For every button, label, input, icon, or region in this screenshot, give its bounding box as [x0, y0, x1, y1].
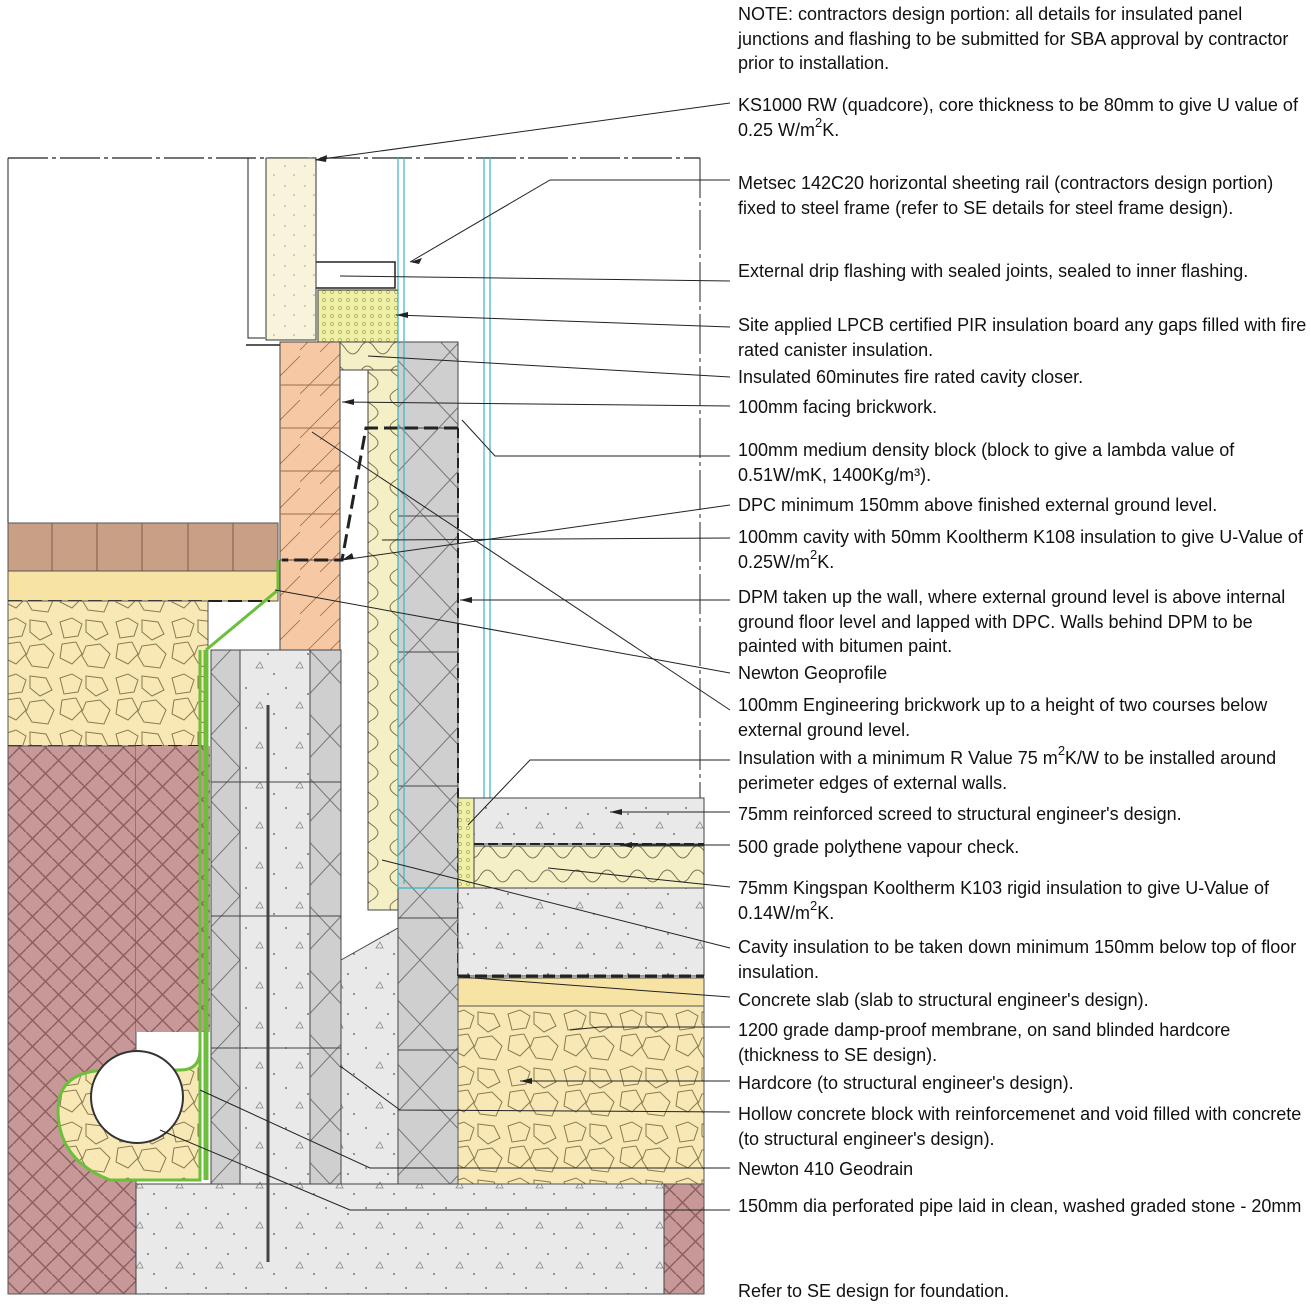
note-dpm-wall: DPM taken up the wall, where external ground level is above internal ground floor level and lapped with DPC. Walls behind DPM to be painted with bitumen paint. — [738, 587, 1286, 656]
note-perimeter-insulation: Insulation with a minimum R Value 75 $m^2K/W$ to be installed around perimeter edges of external walls. — [738, 743, 1277, 793]
note-medium-density-block: 100mm medium density block (block to give a lambda value of 0.51W/mK, 1400Kg/m³). — [738, 440, 1235, 485]
note-dpm-1200: 1200 grade damp-proof membrane, on sand blinded hardcore (thickness to SE design). — [738, 1020, 1231, 1065]
note-pir-board: Site applied LPCB certified PIR insulation board any gaps filled with fire rated canister insulation. — [738, 315, 1307, 360]
note-engineering-brickwork: 100mm Engineering brickwork up to a height of two courses below external ground level. — [738, 695, 1268, 740]
note-perforated-pipe: 150mm dia perforated pipe laid in clean, washed graded stone - 20mm — [738, 1196, 1302, 1216]
note-reinforced-screed: 75mm reinforced screed to structural engineer's design. — [738, 804, 1182, 824]
note-dpc: DPC minimum 150mm above finished external ground level. — [738, 495, 1218, 515]
note-cavity-closer: Insulated 60minutes fire rated cavity closer. — [738, 367, 1084, 387]
note-facing-brickwork: 100mm facing brickwork. — [738, 397, 938, 417]
note-cavity-k108: 100mm cavity with 50mm Kooltherm K108 insulation to give U-Value of $0.25W/m^2K$. — [738, 527, 1303, 572]
note-k103-insulation: 75mm Kingspan Kooltherm K103 rigid insulation to give U-Value of $0.14W/m^2K$. — [738, 878, 1269, 923]
note-concrete-slab: Concrete slab (slab to structural engineer's design). — [738, 990, 1149, 1010]
note-vapour-check: 500 grade polythene vapour check. — [738, 837, 1020, 857]
note-newton-geodrain: Newton 410 Geodrain — [738, 1159, 914, 1179]
note-metsec-rail: Metsec 142C20 horizontal sheeting rail (contractors design portion) fixed to steel frame (refer to SE details for steel frame design). — [738, 173, 1274, 218]
note-cavity-insulation-depth: Cavity insulation to be taken down minimum 150mm below top of floor insulation. — [738, 937, 1297, 982]
note-hollow-block: Hollow concrete block with reinforcemenet and void filled with concrete (to structural engineer's design). — [738, 1104, 1302, 1149]
note-hardcore: Hardcore (to structural engineer's design). — [738, 1073, 1074, 1093]
note-ks1000-panel: KS1000 RW (quadcore), core thickness to be 80mm to give U value of 0.25 $W/m^2K$. — [738, 95, 1298, 140]
note-newton-geoprofile: Newton Geoprofile — [738, 663, 888, 683]
note-drip-flashing: External drip flashing with sealed joints, sealed to inner flashing. — [738, 261, 1249, 281]
note-contractors-design: NOTE: contractors design portion: all details for insulated panel junctions and flashing to be submitted for SBA approval by contractor prior to installation. — [738, 4, 1289, 73]
note-refer-se-foundation: Refer to SE design for foundation. — [738, 1281, 1010, 1301]
